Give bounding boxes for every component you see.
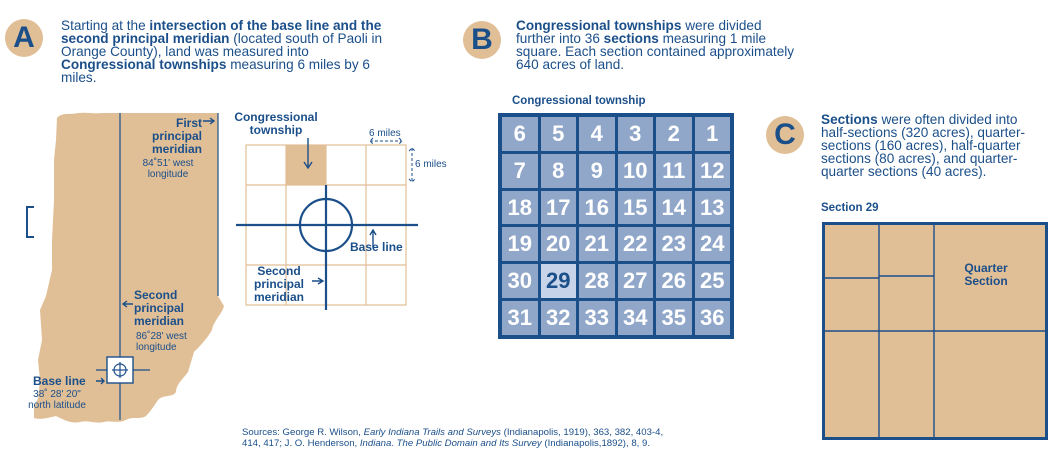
badge-b: B (463, 21, 501, 59)
section-cell: 19 (502, 227, 538, 261)
panel-b-text (516, 19, 796, 71)
section-cell: 20 (541, 227, 577, 261)
panel-a-text-2: (located south of Paoli in Orange County), land was measured into (61, 31, 383, 59)
first-meridian-coords: 84˚51' west longitude (142, 158, 194, 180)
panel-a-text-1: Starting at the (61, 18, 150, 33)
panel-b-text-2: measuring 1 mile square. Each section contained approximately 640 acres of land. (516, 31, 795, 72)
section-cell: 15 (618, 191, 654, 225)
section-cell: 3 (618, 117, 654, 151)
panel-c-text (821, 113, 1047, 178)
section-cell: 35 (656, 301, 692, 335)
section-cell: 30 (502, 264, 538, 298)
second-meridian-coords: 86˚28' west longitude (136, 331, 187, 353)
section-cell: 9 (579, 154, 615, 188)
quarter-section-label: Quarter Section (964, 261, 1008, 288)
township-base-line-label: Base line (350, 240, 403, 254)
section-cell: 34 (618, 301, 654, 335)
section-cell: 8 (541, 154, 577, 188)
section-cell: 27 (618, 264, 654, 298)
base-line-coords: 38˚ 28' 20" north latitude (28, 389, 86, 411)
base-line-label: Base line (33, 374, 86, 388)
section-cell: 6 (502, 117, 538, 151)
section-diagram (818, 218, 1052, 444)
grid-title: Congressional township (512, 95, 646, 107)
township-second-meridian-label: Second principal meridian (253, 264, 304, 304)
section-cell: 2 (656, 117, 692, 151)
section-cell: 33 (579, 301, 615, 335)
section-cell: 5 (541, 117, 577, 151)
panel-a-text-bold-1: intersection of the base line and the second principal meridian (61, 18, 382, 46)
section-cell: 31 (502, 301, 538, 335)
panel-c-text-1: were often divided into half-sections (320 acres), quarter-sections (160 acres), half-quarter sections (80 acres), and quarter-quarter sections (40 acres). (821, 112, 1025, 179)
section-title: Section 29 (821, 202, 879, 214)
panel-a-text-3: measuring 6 miles by 6 miles. (61, 57, 370, 85)
section-cell: 36 (695, 301, 731, 335)
second-meridian-label: Second principal meridian (134, 288, 185, 328)
section-cell: 7 (502, 154, 538, 188)
panel-a-text-bold-2: Congressional townships (61, 57, 227, 72)
section-cell: 22 (618, 227, 654, 261)
section-cell: 24 (695, 227, 731, 261)
section-cell: 11 (656, 154, 692, 188)
section-cell: 28 (579, 264, 615, 298)
section-cell: 26 (656, 264, 692, 298)
six-miles-v-label: 6 miles (415, 159, 447, 170)
section-cell: 18 (502, 191, 538, 225)
panel-c-text-bold-1: Sections (821, 112, 878, 127)
section-cell: 4 (579, 117, 615, 151)
six-miles-h-label: 6 miles (369, 128, 401, 139)
panel-b-text-bold-2: sections (603, 31, 659, 46)
section-cell: 17 (541, 191, 577, 225)
section-cell: 32 (541, 301, 577, 335)
section-cell: 12 (695, 154, 731, 188)
badge-c: C (766, 116, 804, 154)
section-cell: 21 (579, 227, 615, 261)
panel-b-text-bold-1: Congressional townships (516, 18, 682, 33)
first-meridian-label: First principal meridian (151, 116, 202, 156)
section-cell: 10 (618, 154, 654, 188)
panel-b-text-1: were divided further into 36 (516, 18, 762, 46)
township-title: Congressional township (234, 110, 318, 137)
section-cell: 23 (656, 227, 692, 261)
section-cell: 1 (695, 117, 731, 151)
section-cell: 25 (695, 264, 731, 298)
section-cell: 13 (695, 191, 731, 225)
section-cell: 29 (541, 264, 577, 298)
sources-note: Sources: George R. Wilson, Early Indiana Trails and Surveys (Indianapolis, 1919), 363, 382, 403-4, 414, 417; J. O. Henderson, Indiana. The Public Domain and Its Survey (Indianapolis,1892), 8, 9. (242, 427, 664, 449)
badge-a: A (5, 19, 43, 57)
section-cell: 16 (579, 191, 615, 225)
section-cell: 14 (656, 191, 692, 225)
sections-grid (498, 113, 734, 339)
